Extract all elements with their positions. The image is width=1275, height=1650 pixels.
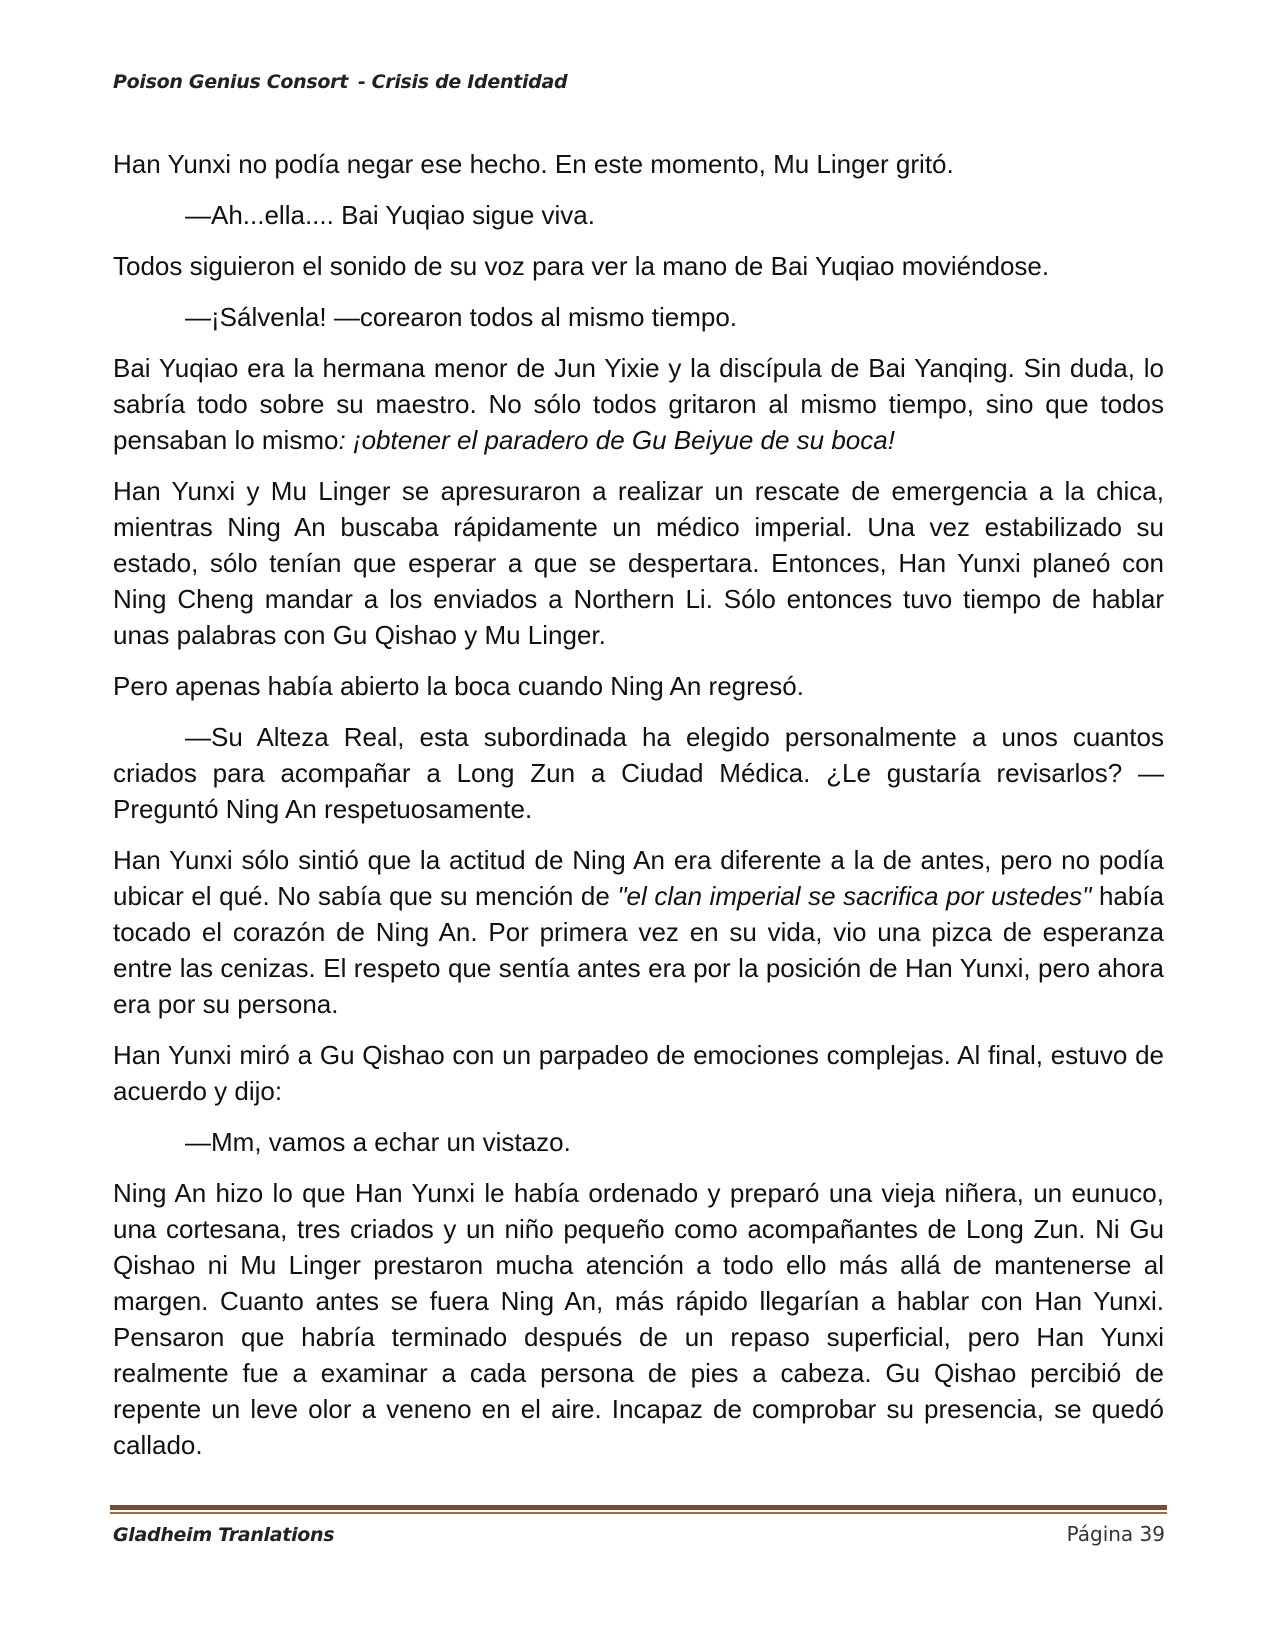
paragraph-8 — [113, 1175, 1164, 1463]
paragraph-2 — [113, 248, 1164, 284]
paragraph-1-text: Han Yunxi no podía negar ese hecho. En este momento, Mu Linger gritó. — [113, 149, 954, 179]
paragraph-1 — [113, 146, 1164, 182]
paragraph-3-text: Bai Yuqiao era la hermana menor de Jun Yixie y la discípula de Bai Yanqing. Sin duda, lo sabría todo sobre su maestro. No sólo todos gritaron al mismo tiempo, sino que todos pensaban lo mismo — [113, 353, 1164, 455]
dialogue-2-text: —¡Sálvenla! —corearon todos al mismo tiempo. — [185, 302, 738, 332]
book-title: Poison Genius Consort — [113, 71, 349, 93]
page-body — [113, 146, 1164, 1478]
paragraph-5 — [113, 668, 1164, 704]
dialogue-3-text: —Su Alteza Real, esta subordinada ha elegido personalmente a unos cuantos criados para acompañar a Long Zun a Ciudad Médica. ¿Le gustaría revisarlos? —Preguntó Ning An respetuosamente. — [113, 722, 1164, 824]
paragraph-3 — [113, 350, 1164, 458]
dialogue-4-text: —Mm, vamos a echar un vistazo. — [185, 1127, 571, 1157]
header-separator: - — [358, 71, 366, 93]
paragraph-5-text: Pero apenas había abierto la boca cuando Ning An regresó. — [113, 671, 804, 701]
dialogue-2 — [113, 299, 1164, 335]
paragraph-6-italic: "el clan imperial se sacrifica por ustedes" — [617, 881, 1092, 911]
paragraph-6-text-after: había tocado el corazón de Ning An. Por primera vez en su vida, vio una pizca de esperanza entre las cenizas. El respeto que sentía antes era por la posición de Han Yunxi, pero ahora era por su persona. — [113, 881, 1165, 1019]
page-number: 39 — [1139, 1522, 1165, 1546]
dialogue-1-text: —Ah...ella.... Bai Yuqiao sigue viva. — [185, 200, 595, 230]
paragraph-7-text: Han Yunxi miró a Gu Qishao con un parpadeo de emociones complejas. Al final, estuvo de acuerdo y dijo: — [113, 1040, 1164, 1106]
chapter-title: Crisis de Identidad — [371, 71, 568, 93]
paragraph-8-text: Ning An hizo lo que Han Yunxi le había ordenado y preparó una vieja niñera, un eunuco, una cortesana, tres criados y un niño pequeño como acompañantes de Long Zun. Ni Gu Qishao ni Mu Linger prestaron mucha atención a todo ello más allá de mantenerse al margen. Cuanto antes se fuera Ning An, más rápido llegarían a hablar con Han Yunxi. Pensaron que habría terminado después de un repaso superficial, pero Han Yunxi realmente fue a examinar a cada persona de pies a cabeza. Gu Qishao percibió de repente un leve olor a veneno en el aire. Incapaz de comprobar su presencia, se quedó callado. — [113, 1178, 1164, 1460]
paragraph-4 — [113, 473, 1164, 653]
paragraph-2-text: Todos siguieron el sonido de su voz para ver la mano de Bai Yuqiao moviéndose. — [113, 251, 1050, 281]
page-header — [113, 71, 567, 93]
footer-divider-thin — [110, 1512, 1167, 1514]
footer-divider-thick — [110, 1505, 1167, 1510]
footer-page-number — [1067, 1522, 1165, 1546]
dialogue-4 — [113, 1124, 1164, 1160]
paragraph-7 — [113, 1037, 1164, 1109]
paragraph-6 — [113, 842, 1164, 1022]
footer-publisher: Gladheim Tranlations — [113, 1524, 335, 1546]
dialogue-3 — [113, 719, 1164, 827]
paragraph-3-italic: : ¡obtener el paradero de Gu Beiyue de su boca! — [338, 425, 895, 455]
paragraph-4-text: Han Yunxi y Mu Linger se apresuraron a realizar un rescate de emergencia a la chica, mientras Ning An buscaba rápidamente un médico imperial. Una vez estabilizado su estado, sólo tenían que esperar a que se despertara. Entonces, Han Yunxi planeó con Ning Cheng mandar a los enviados a Northern Li. Sólo entonces tuvo tiempo de hablar unas palabras con Gu Qishao y Mu Linger. — [113, 476, 1164, 650]
paragraph-6-text-before: Han Yunxi sólo sintió que la actitud de Ning An era diferente a la de antes, pero no podía ubicar el qué. No sabía que su mención de — [113, 845, 1164, 911]
footer-divider — [110, 1505, 1167, 1515]
page-label: Página — [1066, 1522, 1134, 1546]
dialogue-1 — [113, 197, 1164, 233]
